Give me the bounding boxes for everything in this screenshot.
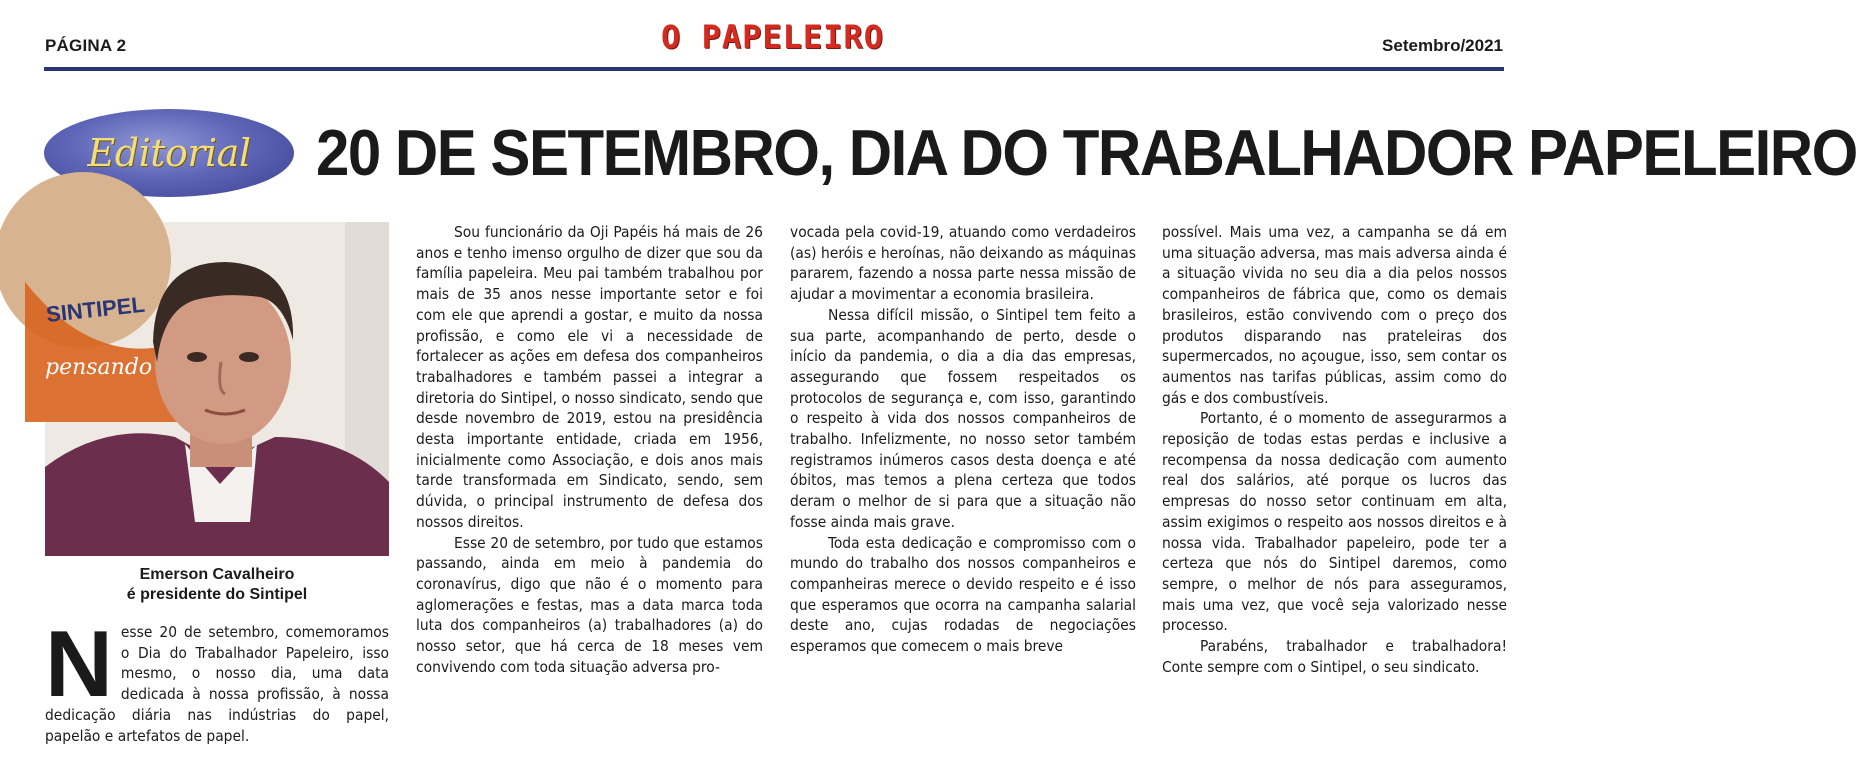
sign-slogan: pensando xyxy=(45,355,153,380)
issue-date: Setembro/2021 xyxy=(1382,36,1503,55)
newspaper-masthead: O PAPELEIRO xyxy=(661,18,884,56)
article-column-3 xyxy=(790,222,1136,657)
paragraph: Esse 20 de setembro, por tudo que estamos passando, ainda em meio à pandemia do coronavírus, digo que não é o momento para aglomerações e festas, mas a data marca toda luta dos companheiros (a) trabalhadores (a) do nosso setor, que há cerca de 18 meses vem convivendo com toda situação adversa pro- xyxy=(416,533,763,676)
page-number: PÁGINA 2 xyxy=(45,36,127,55)
editorial-badge-label: Editorial xyxy=(87,131,251,175)
lead-paragraph xyxy=(45,611,389,746)
photo-caption xyxy=(45,565,389,605)
paragraph: Sou funcionário da Oji Papéis há mais de 26 anos e tenho imenso orgulho de dizer que sou da família papeleira. Meu pai também trabalhou por mais de 35 anos nesse importante setor e foi com ele que aprendi a gostar, e muito da nossa profissão, e como ele vi a necessidade de fortalecer as ações em defesa dos companheiros trabalhadores e também passei a integrar a diretoria do Sintipel, o nosso sindicato, sendo que desde novembro de 2019, estou na presidência desta importante entidade, criada em 1956, inicialmente como Associação, e dois anos mais tarde transformada em Sindicato, sendo, sem dúvida, o principal instrumento de defesa dos nossos direitos. xyxy=(416,223,763,531)
author-photo xyxy=(45,222,389,556)
article-column-2 xyxy=(416,222,763,677)
paragraph: Toda esta dedicação e compromisso com o mundo do trabalho dos nossos companheiros e companheiras merece o devido respeito e é isso que esperamos que ocorra na campanha salarial deste ano, cujas rodadas de negociações esperamos que comecem o mais breve xyxy=(790,533,1136,656)
header-divider xyxy=(44,67,1504,71)
paragraph: Nessa difícil missão, o Sintipel tem feito a sua parte, acompanhando de perto, desde o início da pandemia, o dia a dia das empresas, assegurando que fossem respeitados os protocolos de segurança e, com isso, garantindo o respeito à vida dos nossos companheiros de trabalho. Infelizmente, no nosso setor também registramos inúmeros casos desta doença e até óbitos, mas temos a plena certeza que todos deram o melhor de si para que a situação não fosse ainda mais grave. xyxy=(790,305,1136,531)
paragraph: Portanto, é o momento de assegurarmos a reposição de todas estas perdas e inclusive a recompensa da nossa dedicação com aumento real dos salários, até porque os lucros das empresas do nosso setor continuam em alta, assim exigimos o respeito aos nossos direitos e à nossa vida. Trabalhador papeleiro, pode ter a certeza que nós do Sintipel daremos, como sempre, o melhor de nós para asseguramos, mais uma vez, que você seja valorizado nesse processo. xyxy=(1162,409,1507,635)
article-column-1 xyxy=(45,611,389,746)
paragraph: possível. Mais uma vez, a campanha se dá em uma situação adversa, mas mais adversa ainda é a situação vivida no seu dia a dia pelos nossos companheiros de fábrica que, como os demais brasileiros, estão convivendo com o preço dos produtos disparando nas prateleiras dos supermercados, no açougue, isso, sem contar os aumentos nas tarifas públicas, assim como do gás e dos combustíveis. xyxy=(1162,223,1507,407)
drop-cap: N xyxy=(45,611,113,716)
paragraph: Parabéns, trabalhador e trabalhadora! Conte sempre com o Sintipel, o seu sindicato. xyxy=(1162,637,1507,676)
caption-role: é presidente do Sintipel xyxy=(126,586,308,603)
portrait-illustration xyxy=(45,222,389,556)
article-headline: 20 DE SETEMBRO, DIA DO TRABALHADOR PAPELEIRO xyxy=(316,116,1857,189)
article-column-4 xyxy=(1162,222,1507,677)
paragraph: vocada pela covid-19, atuando como verdadeiros (as) heróis e heroínas, não deixando as máquinas pararem, fazendo a nossa parte nessa missão de ajudar a movimentar a economia brasileira. xyxy=(790,223,1136,304)
sign-text: SINTIPEL xyxy=(44,291,146,327)
caption-name: Emerson Cavalheiro xyxy=(139,566,295,583)
lead-paragraph-text: esse 20 de setembro, comemoramos o Dia do Trabalhador Papeleiro, isso mesmo, o nosso dia, uma data dedicada à nossa profissão, à nossa dedicação diária nas indústrias do papel, papelão e artefatos de papel. xyxy=(45,623,389,745)
